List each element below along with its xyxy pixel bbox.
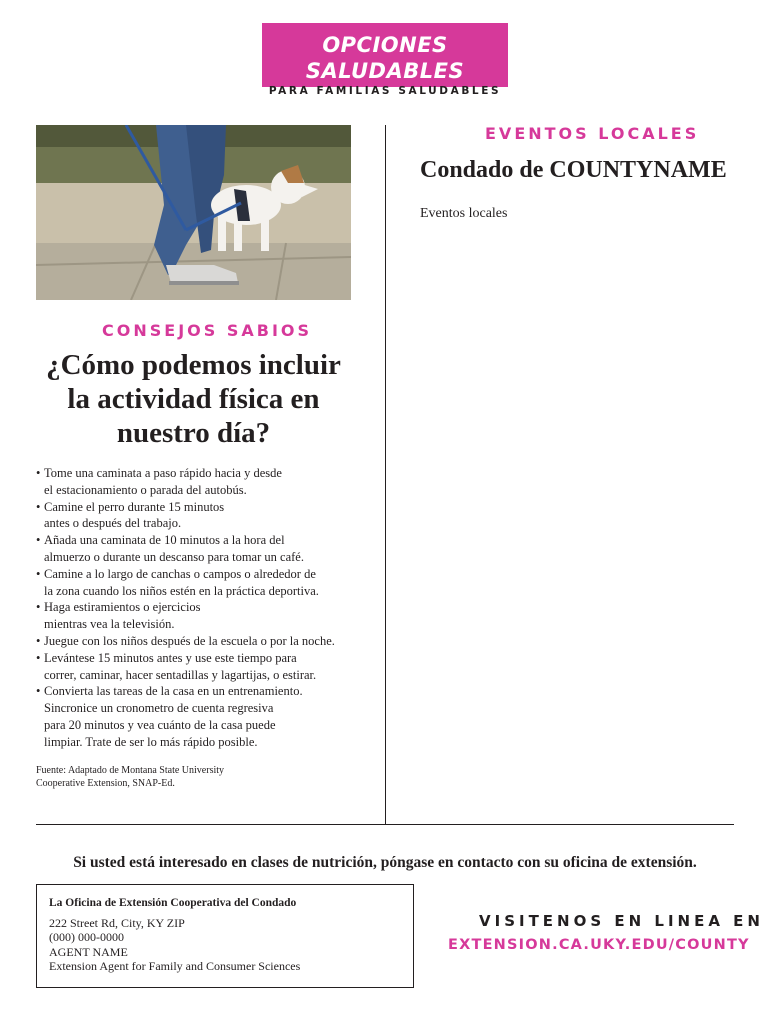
events-text: Eventos locales — [420, 206, 508, 221]
visit-label: VISITENOS EN LINEA EN — [479, 912, 764, 930]
visit-online — [448, 912, 764, 953]
tip-item: • Convierta las tareas de la casa en un entrenamiento. Sincronice un cronometro de cuenta regresiva para 20 minutos y vea cuánto de la casa puede limpiar. Trate de ser lo más rápido posible. — [36, 683, 376, 750]
contact-message: Si usted está interesado en clases de nutrición, póngase en contacto con su oficina de extensión. — [73, 854, 697, 871]
tip-item: • Camine a lo largo de canchas o campos o alrededor de la zona cuando los niños estén en la práctica deportiva. — [36, 566, 376, 600]
tip-item: • Levántese 15 minutos antes y use este tiempo para correr, caminar, hacer sentadillas y lagartijas, o estirar. — [36, 650, 376, 684]
program-logo — [262, 23, 508, 97]
agent-name: AGENT NAME — [49, 944, 128, 959]
tip-item: • Añada una caminata de 10 minutos a la hora del almuerzo o durante un descanso para tomar un café. — [36, 532, 376, 566]
office-name: La Oficina de Extensión Cooperativa del Condado — [49, 897, 297, 909]
office-phone: (000) 000-0000 — [49, 930, 124, 944]
dog-walking-photo — [36, 125, 351, 300]
office-address: 222 Street Rd, City, KY ZIP — [49, 915, 185, 930]
source-note: Fuente: Adaptado de Montana State University Cooperative Extension, SNAP-Ed. — [36, 765, 225, 789]
website-link[interactable]: EXTENSION.CA.UKY.EDU/COUNTY — [448, 937, 750, 953]
tips-list — [36, 465, 376, 751]
tips-heading: CONSEJOS SABIOS — [102, 321, 313, 340]
logo-subtitle: PARA FAMILIAS SALUDABLES — [268, 85, 502, 97]
events-heading: EVENTOS LOCALES — [485, 124, 700, 143]
column-divider — [385, 125, 386, 825]
section-divider — [36, 824, 734, 825]
county-title: Condado de COUNTYNAME — [420, 157, 727, 183]
tip-item: • Camine el perro durante 15 minutos antes o después del trabajo. — [36, 499, 376, 533]
tip-item: • Haga estiramientos o ejercicios mientras vea la televisión. — [36, 599, 376, 633]
tip-item: • Juegue con los niños después de la escuela o por la noche. — [36, 633, 376, 650]
logo-title: OPCIONES SALUDABLES — [305, 33, 465, 83]
agent-title: Extension Agent for Family and Consumer Sciences — [49, 959, 301, 973]
office-contact-box — [36, 884, 414, 988]
tip-item: • Tome una caminata a paso rápido hacia y desde el estacionamiento o parada del autobús. — [36, 465, 376, 499]
tips-question: ¿Cómo podemos incluir la actividad física en nuestro día? — [46, 349, 341, 449]
